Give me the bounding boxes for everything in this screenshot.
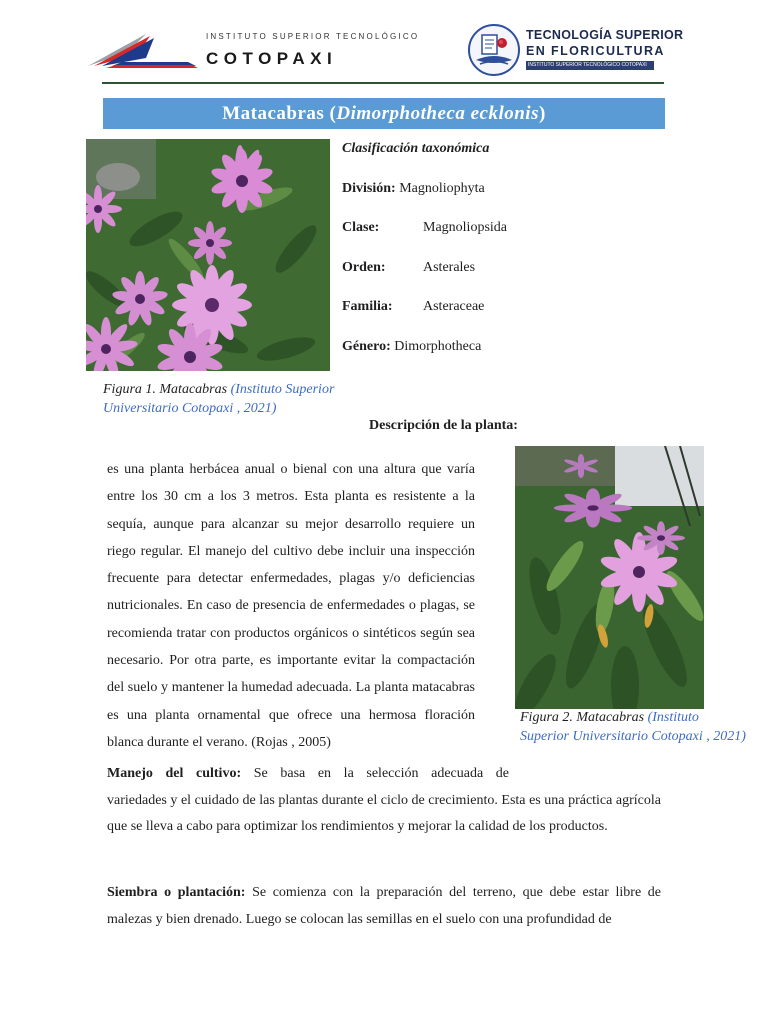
caption-prefix: Figura 2. Matacabras (520, 710, 648, 725)
taxonomy-label: División: (342, 181, 396, 196)
caption-source-link-cont[interactable]: Superior Universitario Cotopaxi , 2021) (520, 729, 746, 744)
caption-prefix: Figura 1. Matacabras (103, 382, 231, 397)
figure-1-caption (103, 380, 363, 418)
program-name-line1: TECNOLOGÍA SUPERIOR (526, 28, 684, 42)
taxonomy-value: Dimorphotheca (394, 339, 482, 354)
taxonomy-row-orden (342, 260, 476, 276)
manejo-first-text: Se basa en la selección adecuada de (253, 766, 510, 781)
header-divider (102, 82, 664, 84)
institute-small-text: INSTITUTO SUPERIOR TECNOLÓGICO (206, 32, 420, 41)
taxonomy-value: Asteraceae (423, 299, 485, 314)
taxonomy-row-clase (342, 220, 507, 236)
taxonomy-value: Magnoliopsida (423, 220, 507, 235)
taxonomy-label: Clase: (342, 220, 380, 235)
siembra-paragraph (107, 880, 661, 933)
figure-2-caption (520, 708, 768, 746)
page-title (103, 98, 665, 129)
cotopaxi-institute-logo (88, 30, 420, 72)
figure-2-photo (515, 446, 704, 709)
description-heading: Descripción de la planta: (369, 418, 518, 433)
floriculture-program-logo (468, 24, 684, 76)
program-seal-icon (468, 24, 520, 76)
swoosh-logo-icon (88, 32, 200, 70)
siembra-text: Se comienza con la preparación del terreno, que debe estar libre de malezas y bien drenado. Luego se colocan las semillas en el suelo con una profundidad de (107, 885, 661, 927)
title-common-name: Matacabras ( (222, 103, 337, 124)
taxonomy-heading: Clasificación taxonómica (342, 141, 490, 156)
caption-source-link[interactable]: (Instituto Superior Universitario Cotopaxi , 2021) (103, 382, 335, 416)
taxonomy-value: Magnoliophyta (399, 181, 485, 196)
taxonomy-label: Orden: (342, 260, 386, 275)
title-scientific-name: Dimorphotheca ecklonis (336, 103, 539, 124)
manejo-first-line (107, 761, 509, 788)
title-close: ) (538, 103, 546, 124)
taxonomy-label: Género: (342, 339, 391, 354)
taxonomy-label: Familia: (342, 299, 393, 314)
taxonomy-row-division (342, 181, 485, 197)
program-name-line2: EN FLORICULTURA (526, 44, 665, 58)
program-institute-bar: INSTITUTO SUPERIOR TECNOLÓGICO COTOPAXI (526, 61, 654, 70)
taxonomy-value: Asterales (423, 260, 476, 275)
taxonomy-row-genero (342, 339, 481, 355)
description-paragraph: es una planta herbácea anual o bienal con una altura que varía entre los 30 cm a los 3 metros. Esta planta es resistente a la sequía, aunque para alcanzar su mejor desarrollo requiere un riego regular. El manejo del cultivo debe incluir una inspección frecuente para detectar enfermedades, plagas y/o deficiencias nutricionales. En caso de presencia de enfermedades o plagas, se recomienda tratar con productos orgánicos o sintéticos según sea necesario. Por otra parte, es importante evitar la compactación del suelo y mantener la humedad adecuada. La planta matacabras es una planta ornamental que ofrece una hermosa floración blanca durante el verano. (Rojas , 2005) (107, 462, 475, 750)
manejo-label: Manejo del cultivo: (107, 766, 242, 781)
manejo-paragraph (107, 761, 661, 841)
manejo-text: variedades y el cuidado de las plantas durante el ciclo de crecimiento. Esta es una práctica agrícola que se lleva a cabo para optimizar los rendimientos y mejorar la calidad de los productos. (107, 792, 661, 834)
figure-1-photo (86, 139, 330, 371)
taxonomy-row-familia (342, 299, 485, 315)
caption-source-link[interactable]: (Instituto (647, 710, 699, 725)
institute-name: COTOPAXI (206, 49, 338, 68)
siembra-label: Siembra o plantación: (107, 885, 246, 900)
